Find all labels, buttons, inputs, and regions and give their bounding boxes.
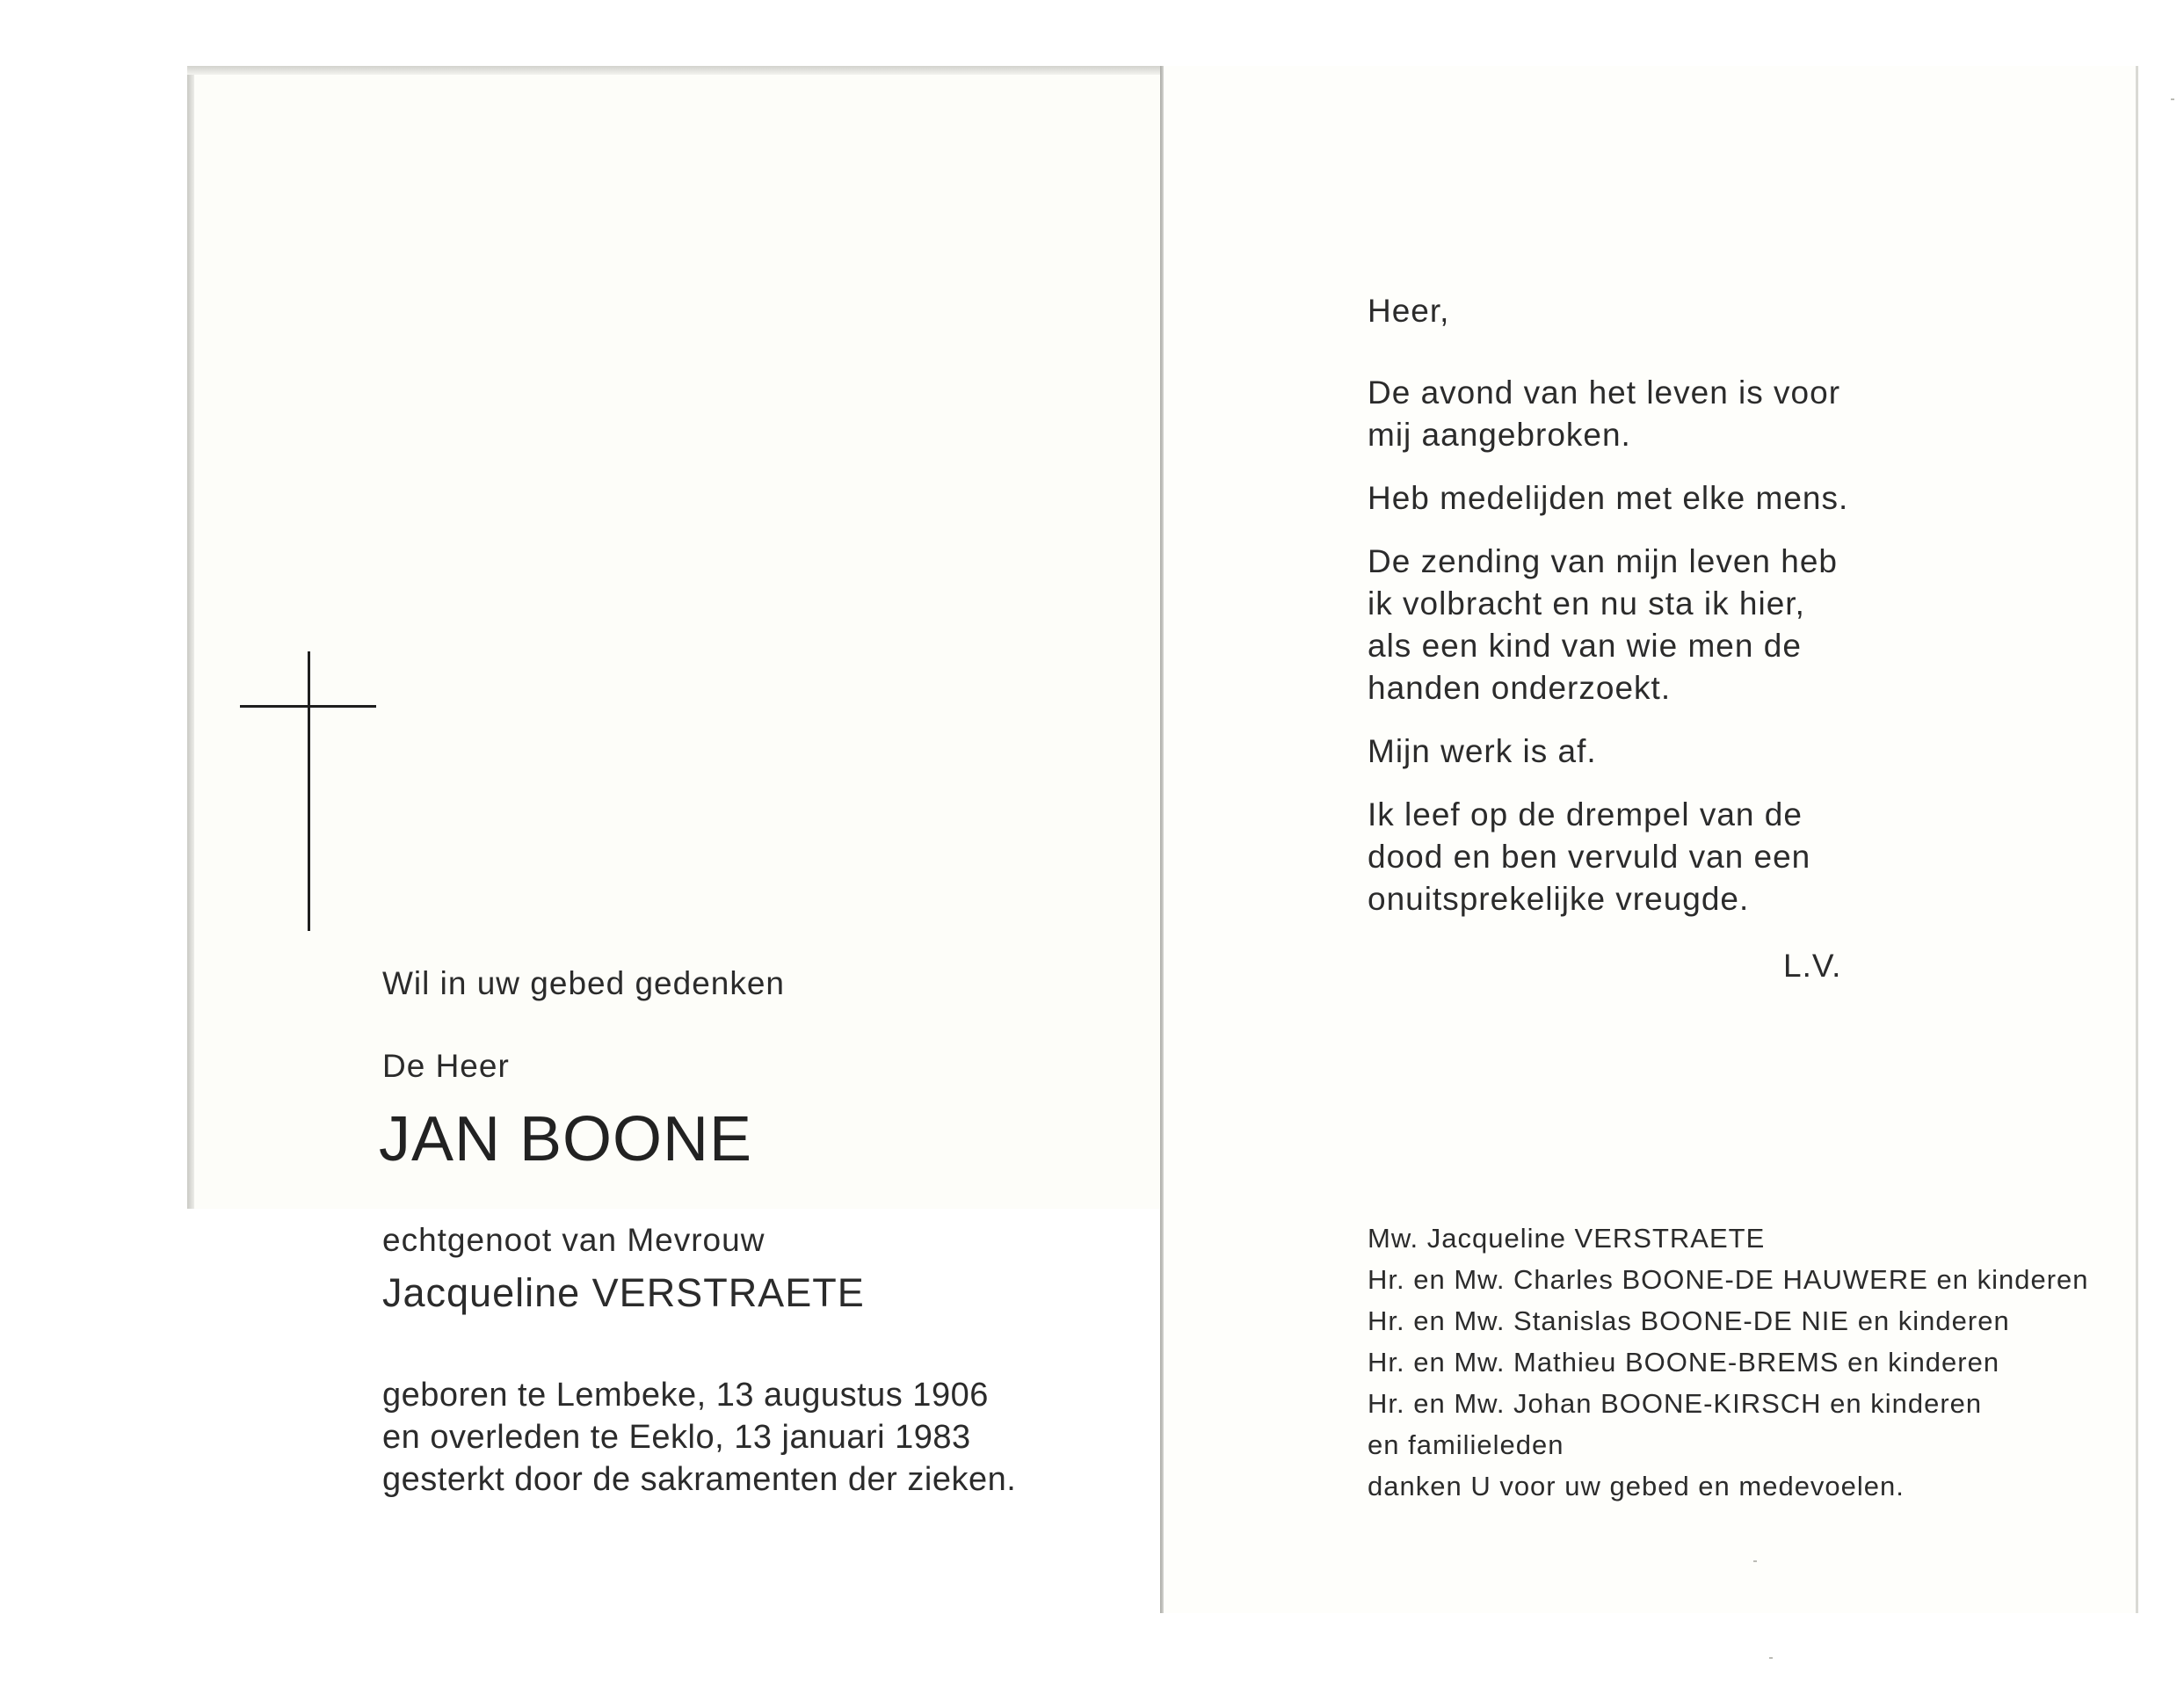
bio-line: en overleden te Eeklo, 13 januari 1983: [382, 1419, 971, 1456]
poem-line: mij aangebroken.: [1368, 417, 1631, 453]
poem-line: De avond van het leven is voor: [1368, 374, 1841, 411]
memorial-card: [187, 66, 2138, 1613]
family-line: Hr. en Mw. Charles BOONE-DE HAUWERE en kinderen: [1368, 1264, 2089, 1295]
poem-line: onuitsprekelijke vreugde.: [1368, 881, 1750, 917]
poem-line: dood en ben vervuld van een: [1368, 839, 1811, 875]
poem-stanza: [1368, 477, 1848, 520]
family-line: en familieleden: [1368, 1429, 1564, 1460]
bio-line: geboren te Lembeke, 13 augustus 1906: [382, 1377, 989, 1414]
family-line: Hr. en Mw. Johan BOONE-KIRSCH en kinderen: [1368, 1388, 1983, 1419]
cross-icon-bar: [240, 705, 376, 708]
left-panel: [187, 66, 1160, 1613]
poem-stanza: [1368, 372, 1848, 456]
spouse-intro: echtgenoot van Mevrouw: [382, 1222, 765, 1258]
poem-line: handen onderzoekt.: [1368, 670, 1672, 706]
poem-signature: L.V.: [1783, 948, 1842, 984]
poem: [1368, 372, 1848, 942]
family-line: Hr. en Mw. Stanislas BOONE-DE NIE en kinderen: [1368, 1305, 2010, 1336]
cross-icon: [308, 651, 310, 931]
poem-stanza: [1368, 794, 1848, 920]
bio-line: gesterkt door de sakramenten der zieken.: [382, 1461, 1017, 1498]
poem-line: De zending van mijn leven heb: [1368, 543, 1838, 579]
poem-line: als een kind van wie men de: [1368, 628, 1802, 664]
poem-stanza: [1368, 541, 1848, 709]
deceased-name: JAN BOONE: [379, 1104, 753, 1174]
right-panel: [1164, 66, 2138, 1613]
poem-greeting: Heer,: [1368, 293, 1450, 329]
bio-block: [382, 1374, 1016, 1501]
paper-speck: [1769, 1657, 1773, 1659]
poem-line: Mijn werk is af.: [1368, 733, 1597, 769]
family-line: Mw. Jacqueline VERSTRAETE: [1368, 1223, 1766, 1254]
poem-stanza: [1368, 731, 1848, 773]
poem-line: Heb medelijden met elke mens.: [1368, 480, 1849, 516]
spouse-name: Jacqueline VERSTRAETE: [382, 1270, 865, 1315]
title-text: De Heer: [382, 1048, 510, 1084]
family-line: Hr. en Mw. Mathieu BOONE-BREMS en kinderen: [1368, 1347, 2000, 1378]
family-list: [1368, 1218, 2089, 1507]
poem-line: ik volbracht en nu sta ik hier,: [1368, 585, 1805, 622]
poem-line: Ik leef op de drempel van de: [1368, 796, 1803, 832]
paper-speck: [2171, 98, 2174, 100]
paper-speck: [1753, 1560, 1757, 1562]
family-line: danken U voor uw gebed en medevoelen.: [1368, 1471, 1905, 1501]
intro-text: Wil in uw gebed gedenken: [382, 965, 786, 1001]
